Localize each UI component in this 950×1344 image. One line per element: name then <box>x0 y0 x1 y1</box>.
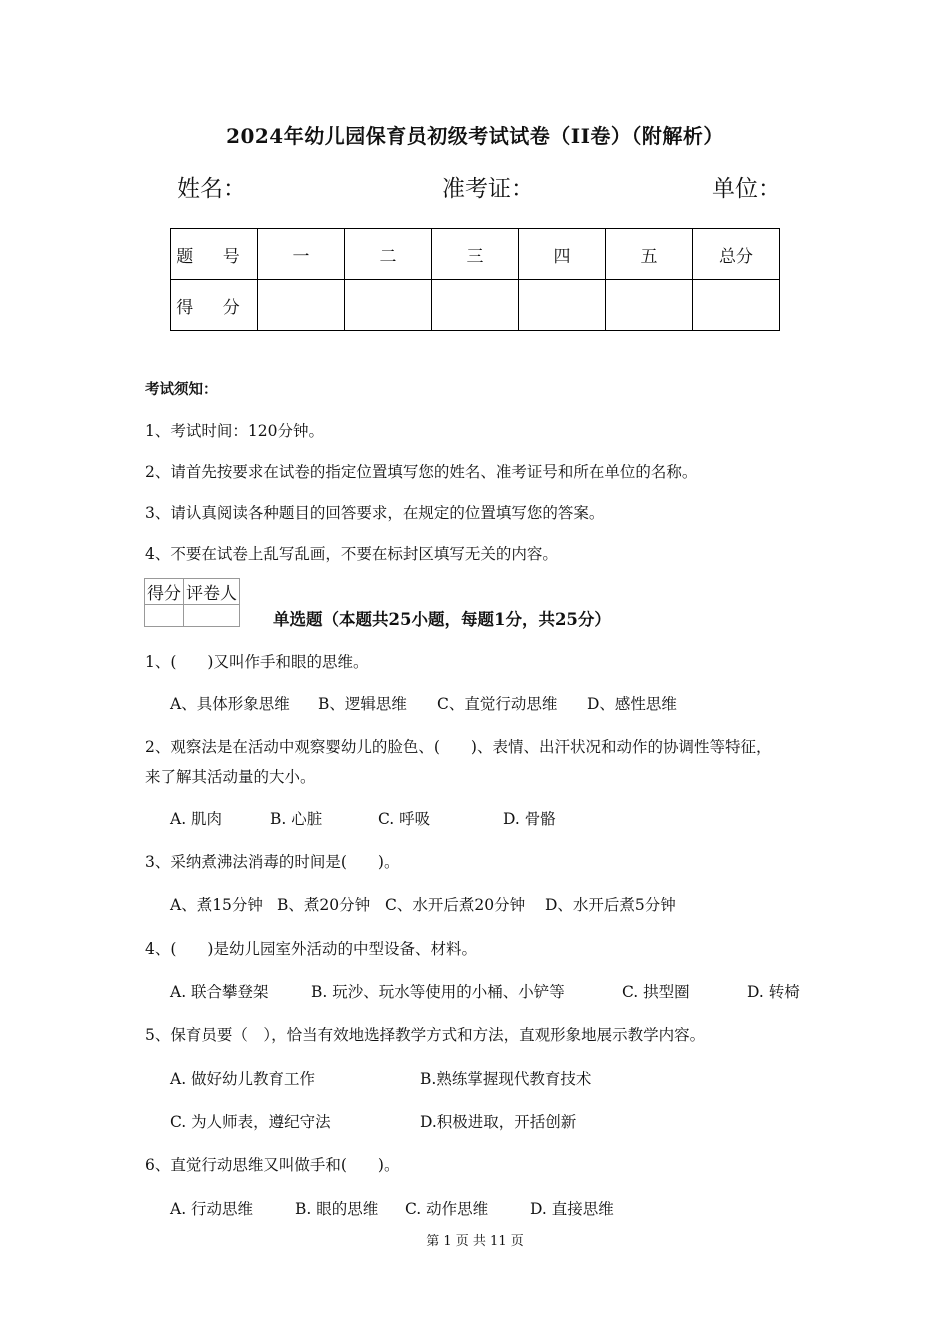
score-table-col-5: 五 <box>606 229 693 280</box>
question-2-option-c: C. 呼吸 <box>378 810 431 828</box>
question-2-option-a: A. 肌肉 <box>170 810 223 828</box>
question-4-option-a: A. 联合攀登架 <box>170 983 269 1001</box>
question-2-stem: 2、观察法是在活动中观察婴幼儿的脸色、( )、表情、出汗状况和动作的协调性等特征， <box>145 738 772 756</box>
question-6-stem: 6、直觉行动思维又叫做手和( )。 <box>145 1156 400 1174</box>
score-cell-total[interactable] <box>693 280 780 331</box>
question-5-option-b: B.熟练掌握现代教育技术 <box>420 1070 592 1088</box>
question-1-option-a: A、具体形象思维 <box>170 695 290 713</box>
question-3-option-d: D、水开后煮5分钟 <box>545 896 676 914</box>
question-5-stem: 5、保育员要（ ），恰当有效地选择教学方式和方法，直观形象地展示教学内容。 <box>145 1026 706 1044</box>
grader-name-label: 评卷人 <box>184 579 240 605</box>
question-3-stem: 3、采纳煮沸法消毒的时间是( )。 <box>145 853 400 871</box>
score-cell[interactable] <box>606 280 693 331</box>
score-cell[interactable] <box>345 280 432 331</box>
grader-score-cell[interactable] <box>145 605 184 627</box>
score-table-col-2: 二 <box>345 229 432 280</box>
question-4-option-c: C. 拱型圈 <box>622 983 690 1001</box>
question-6-option-d: D. 直接思维 <box>530 1200 614 1218</box>
question-5-option-a: A. 做好幼儿教育工作 <box>170 1070 316 1088</box>
unit-field-label: 单位： <box>712 176 781 202</box>
question-6-option-c: C. 动作思维 <box>405 1200 489 1218</box>
score-table-col-4: 四 <box>519 229 606 280</box>
score-table-score-row <box>171 280 780 331</box>
question-1-option-b: B、逻辑思维 <box>318 695 407 713</box>
question-4-stem: 4、( )是幼儿园室外活动的中型设备、材料。 <box>145 940 477 958</box>
score-cell[interactable] <box>432 280 519 331</box>
question-3-option-b: B、煮20分钟 <box>277 896 371 914</box>
score-table-row-label: 得 分 <box>171 280 258 331</box>
question-5-option-c: C. 为人师表，遵纪守法 <box>170 1113 331 1131</box>
score-table-header-row <box>171 229 780 280</box>
question-1-stem: 1、( )又叫作手和眼的思维。 <box>145 653 369 671</box>
question-6-option-a: A. 行动思维 <box>170 1200 254 1218</box>
score-table-header-label: 题 号 <box>171 229 258 280</box>
grader-box <box>144 578 240 627</box>
name-field-label: 姓名： <box>177 176 246 202</box>
exam-id-field-label: 准考证： <box>442 176 534 202</box>
page-number: 第 1 页 共 11 页 <box>426 1234 524 1249</box>
question-6-option-b: B. 眼的思维 <box>295 1200 379 1218</box>
question-5-option-d: D.积极进取，开括创新 <box>420 1113 577 1131</box>
score-cell[interactable] <box>519 280 606 331</box>
question-4-option-d: D. 转椅 <box>747 983 800 1001</box>
instructions-heading: 考试须知： <box>145 381 218 398</box>
exam-title: 2024年幼儿园保育员初级考试试卷（II卷）（附解析） <box>226 124 724 148</box>
score-table-col-3: 三 <box>432 229 519 280</box>
grader-score-label: 得分 <box>145 579 184 605</box>
score-table-col-1: 一 <box>258 229 345 280</box>
question-3-option-c: C、水开后煮20分钟 <box>385 896 526 914</box>
score-table <box>170 228 780 331</box>
question-1-option-d: D、感性思维 <box>587 695 677 713</box>
score-cell[interactable] <box>258 280 345 331</box>
instruction-item: 2、请首先按要求在试卷的指定位置填写您的姓名、准考证号和所在单位的名称。 <box>145 463 698 481</box>
score-table-col-total: 总分 <box>693 229 780 280</box>
question-2-stem-continued: 来了解其活动量的大小。 <box>145 768 316 786</box>
question-1-option-c: C、直觉行动思维 <box>437 695 558 713</box>
question-3-option-a: A、煮15分钟 <box>170 896 263 914</box>
section-title: 单选题（本题共25小题，每题1分，共25分） <box>273 610 611 629</box>
grader-name-cell[interactable] <box>184 605 240 627</box>
question-2-option-d: D. 骨骼 <box>503 810 556 828</box>
instruction-item: 1、考试时间：120分钟。 <box>145 422 324 440</box>
question-2-option-b: B. 心脏 <box>270 810 323 828</box>
question-4-option-b: B. 玩沙、玩水等使用的小桶、小铲等 <box>311 983 565 1001</box>
instruction-item: 3、请认真阅读各种题目的回答要求，在规定的位置填写您的答案。 <box>145 504 605 522</box>
instruction-item: 4、不要在试卷上乱写乱画，不要在标封区填写无关的内容。 <box>145 545 558 563</box>
